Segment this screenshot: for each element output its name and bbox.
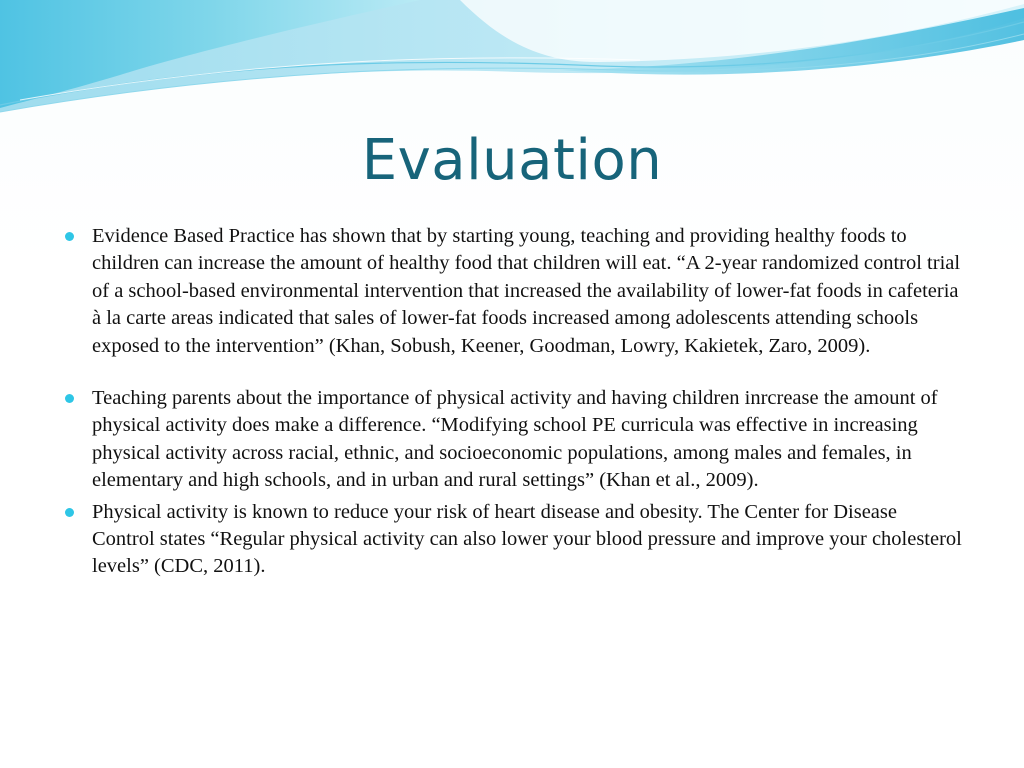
bullet-dot-icon <box>65 508 74 517</box>
bullet-dot-icon <box>65 232 74 241</box>
bullet-text: Physical activity is known to reduce your risk of heart disease and obesity. The Center for Disease Control states “Regular physical activity can also lower your blood pressure and improve your cholesterol levels” (CDC, 2011). <box>92 500 962 578</box>
slide-title: Evaluation <box>361 128 663 193</box>
bullet-item <box>62 223 962 360</box>
wave-header-decoration <box>0 0 1024 120</box>
bullet-item <box>62 499 962 581</box>
bullet-text: Evidence Based Practice has shown that by starting young, teaching and providing healthy foods to children can increase the amount of healthy food that children will eat. “A 2-year randomized control trial of a school-based environmental intervention that increased the availability of lower-fat foods in cafeteria à la carte areas indicated that sales of lower-fat foods increased among adolescents attending schools exposed to the intervention” (Khan, Sobush, Keener, Goodman, Lowry, Kakietek, Zaro, 2009). <box>92 225 961 357</box>
bullet-text: Teaching parents about the importance of physical activity and having children inrcrease the amount of physical activity does make a difference. “Modifying school PE curricula was effective in increasing physical activity across racial, ethnic, and socioeconomic populations, among males and females, in elementary and high schools, and in urban and rural settings” (Khan et al., 2009). <box>92 387 938 492</box>
bullet-dot-icon <box>65 394 74 403</box>
bullet-list <box>62 223 962 581</box>
bullet-item <box>62 385 962 495</box>
